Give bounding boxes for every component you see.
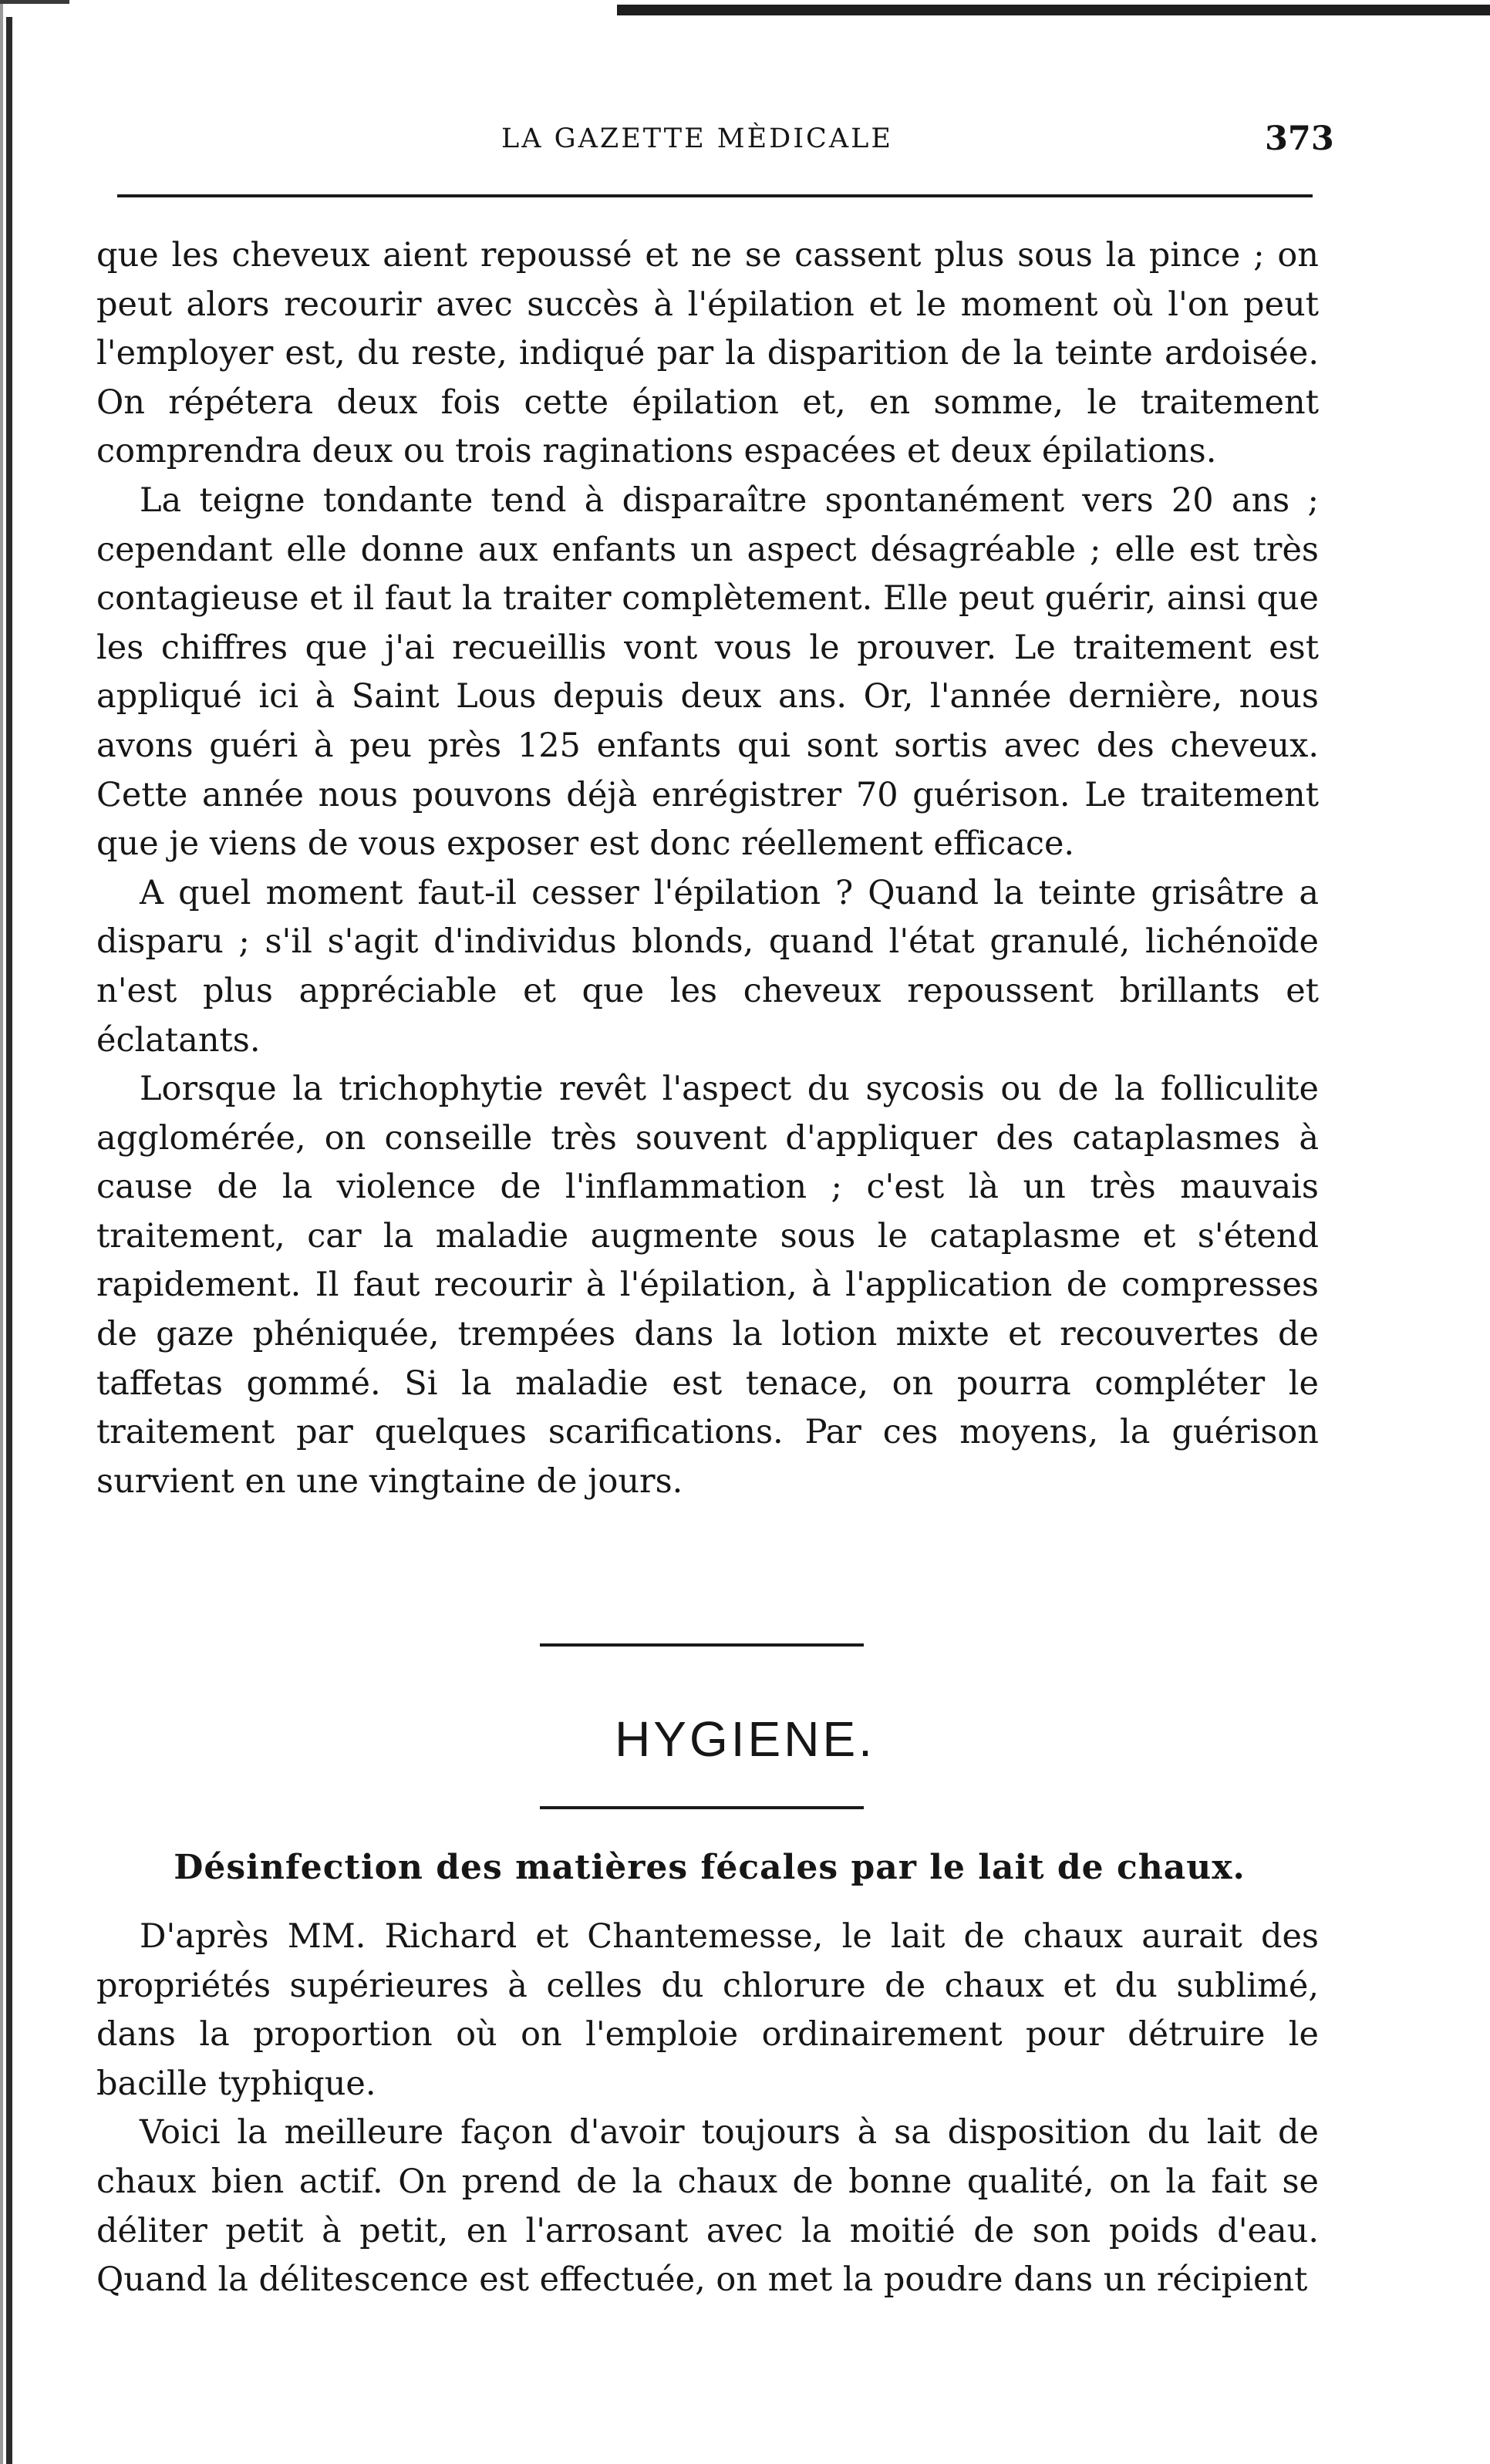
continued-article-text bbox=[96, 231, 1319, 1506]
running-head bbox=[0, 116, 1490, 162]
scan-top-mark bbox=[0, 0, 69, 4]
paragraph-continuation: que les cheveux aient repoussé et ne se cassent plus sous la pince ; on peut alors recourir avec succès à l'épilation et le moment où l'on peut l'employer est, du reste, indiqué par la disparition de la teinte ardoisée. On répétera deux fois cette épilation et, en somme, le traitement comprendra deux ou trois raginations espacées et deux épilations. bbox=[96, 236, 1319, 471]
section-divider-top bbox=[540, 1643, 864, 1647]
section-divider-bottom bbox=[540, 1806, 864, 1809]
section-heading: HYGIENE. bbox=[615, 1711, 875, 1767]
scan-binding-edge bbox=[6, 17, 12, 2464]
hygiene-article-text bbox=[96, 1913, 1319, 2305]
header-rule bbox=[117, 194, 1313, 197]
scan-top-rule bbox=[617, 5, 1490, 15]
scan-binding-edge-thin bbox=[0, 0, 3, 2464]
paragraph-preparation: Voici la meilleure façon d'avoir toujours à sa disposition du lait de chaux bien actif. On prend de la chaux de bonne qualité, on la fait se déliter petit à petit, en l'arrosant avec la moitié de son poids d'eau. Quand la délitescence est effectuée, on met la poudre dans un récipient bbox=[96, 2113, 1319, 2300]
paragraph-lait-de-chaux: D'après MM. Richard et Chantemesse, le lait de chaux aurait des propriétés supérieures à celles du chlorure de chaux et du sublimé, dans la proportion où on l'emploie ordinairement pour détruire le bacille typhique. bbox=[96, 1917, 1319, 2103]
paragraph-sycosis-treatment: Lorsque la trichophytie revêt l'aspect du sycosis ou de la folliculite agglomérée, on conseille très souvent d'appliquer des cataplasmes à cause de la violence de l'inflammation ; c'est là un très mauvais traitement, car la maladie augmente sous le cataplasme et s'étend rapidement. Il faut recourir à l'épilation, à l'application de compresses de gaze phéniquée, trempées dans la lotion mixte et recouvertes de taffetas gommé. Si la maladie est tenace, on pourra compléter le traitement par quelques scarifications. Par ces moyens, la guérison survient en une vingtaine de jours. bbox=[96, 1070, 1319, 1501]
article-title: Désinfection des matières fécales par le lait de chaux. bbox=[174, 1848, 1246, 1887]
page-number: 373 bbox=[1265, 120, 1334, 158]
paragraph-cesser-epilation: A quel moment faut-il cesser l'épilation ? Quand la teinte grisâtre a disparu ; s'il s'agit d'individus blonds, quand l'état granulé, lichénoïde n'est plus appréciable et que les cheveux repoussent brillants et éclatants. bbox=[96, 873, 1319, 1060]
paragraph-teigne-tondante: La teigne tondante tend à disparaître spontanément vers 20 ans ; cependant elle donne aux enfants un aspect désagréable ; elle est très contagieuse et il faut la traiter complètement. Elle peut guérir, ainsi que les chiffres que j'ai recueillis vont vous le prouver. Le traitement est appliqué ici à Saint Lous depuis deux ans. Or, l'année dernière, nous avons guéri à peu près 125 enfants qui sont sortis avec des cheveux. Cette année nous pouvons déjà enrégistrer 70 guérison. Le traitement que je viens de vous exposer est donc réellement efficace. bbox=[96, 480, 1319, 864]
running-title: LA GAZETTE MÈDICALE bbox=[501, 123, 893, 154]
